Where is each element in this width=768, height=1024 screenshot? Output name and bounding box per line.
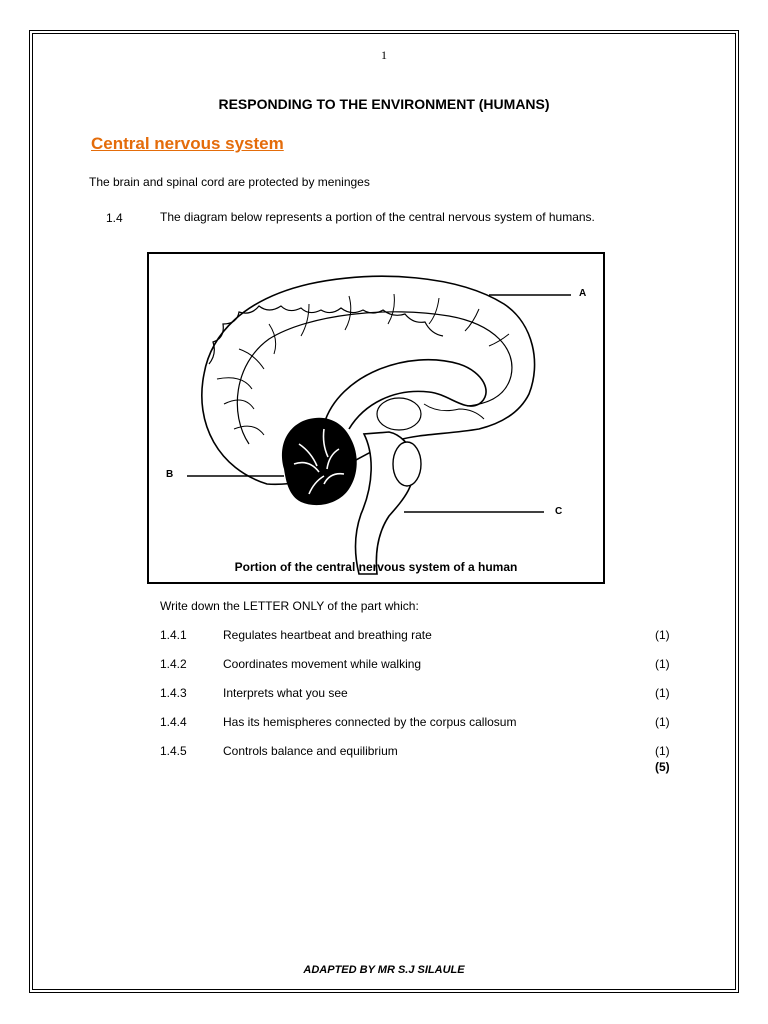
- subquestion-text: Controls balance and equilibrium: [223, 744, 398, 758]
- label-c: C: [555, 506, 563, 517]
- subquestion-number: 1.4.3: [160, 686, 187, 700]
- subquestion-number: 1.4.5: [160, 744, 187, 758]
- subquestion-mark: (1): [655, 715, 670, 729]
- cerebellum: [282, 418, 357, 505]
- document-title: RESPONDING TO THE ENVIRONMENT (HUMANS): [218, 96, 550, 112]
- subquestion-text: Regulates heartbeat and breathing rate: [223, 628, 432, 642]
- subquestion-text: Interprets what you see: [223, 686, 348, 700]
- label-b: B: [166, 469, 174, 480]
- subquestion-text: Coordinates movement while walking: [223, 657, 422, 671]
- subquestion-text: Has its hemispheres connected by the corpus callosum: [223, 715, 517, 729]
- subquestion-number: 1.4.4: [160, 715, 187, 729]
- footer-credit: ADAPTED BY MR S.J SILAULE: [303, 964, 465, 976]
- cerebrum-outline: [202, 276, 535, 484]
- subquestion-mark: (1): [655, 686, 670, 700]
- question-number: 1.4: [106, 211, 123, 225]
- brain-diagram: [149, 254, 603, 582]
- question-text: The diagram below represents a portion of the central nervous system of humans.: [160, 210, 595, 224]
- subquestion-mark: (1): [655, 628, 670, 642]
- subquestion-number: 1.4.2: [160, 657, 187, 671]
- figure-caption: Portion of the central nervous system of a human: [234, 560, 518, 574]
- pons: [393, 442, 421, 486]
- label-a: A: [579, 288, 587, 299]
- subquestion-number: 1.4.1: [160, 628, 187, 642]
- total-marks: (5): [655, 760, 670, 774]
- brain-diagram-figure: [147, 252, 605, 584]
- section-heading: Central nervous system: [91, 134, 284, 153]
- instruction-text: Write down the LETTER ONLY of the part which:: [160, 599, 419, 613]
- intro-text: The brain and spinal cord are protected by meninges: [89, 175, 370, 189]
- subquestion-mark: (1): [655, 744, 670, 758]
- page-number: 1: [381, 48, 387, 62]
- subquestion-mark: (1): [655, 657, 670, 671]
